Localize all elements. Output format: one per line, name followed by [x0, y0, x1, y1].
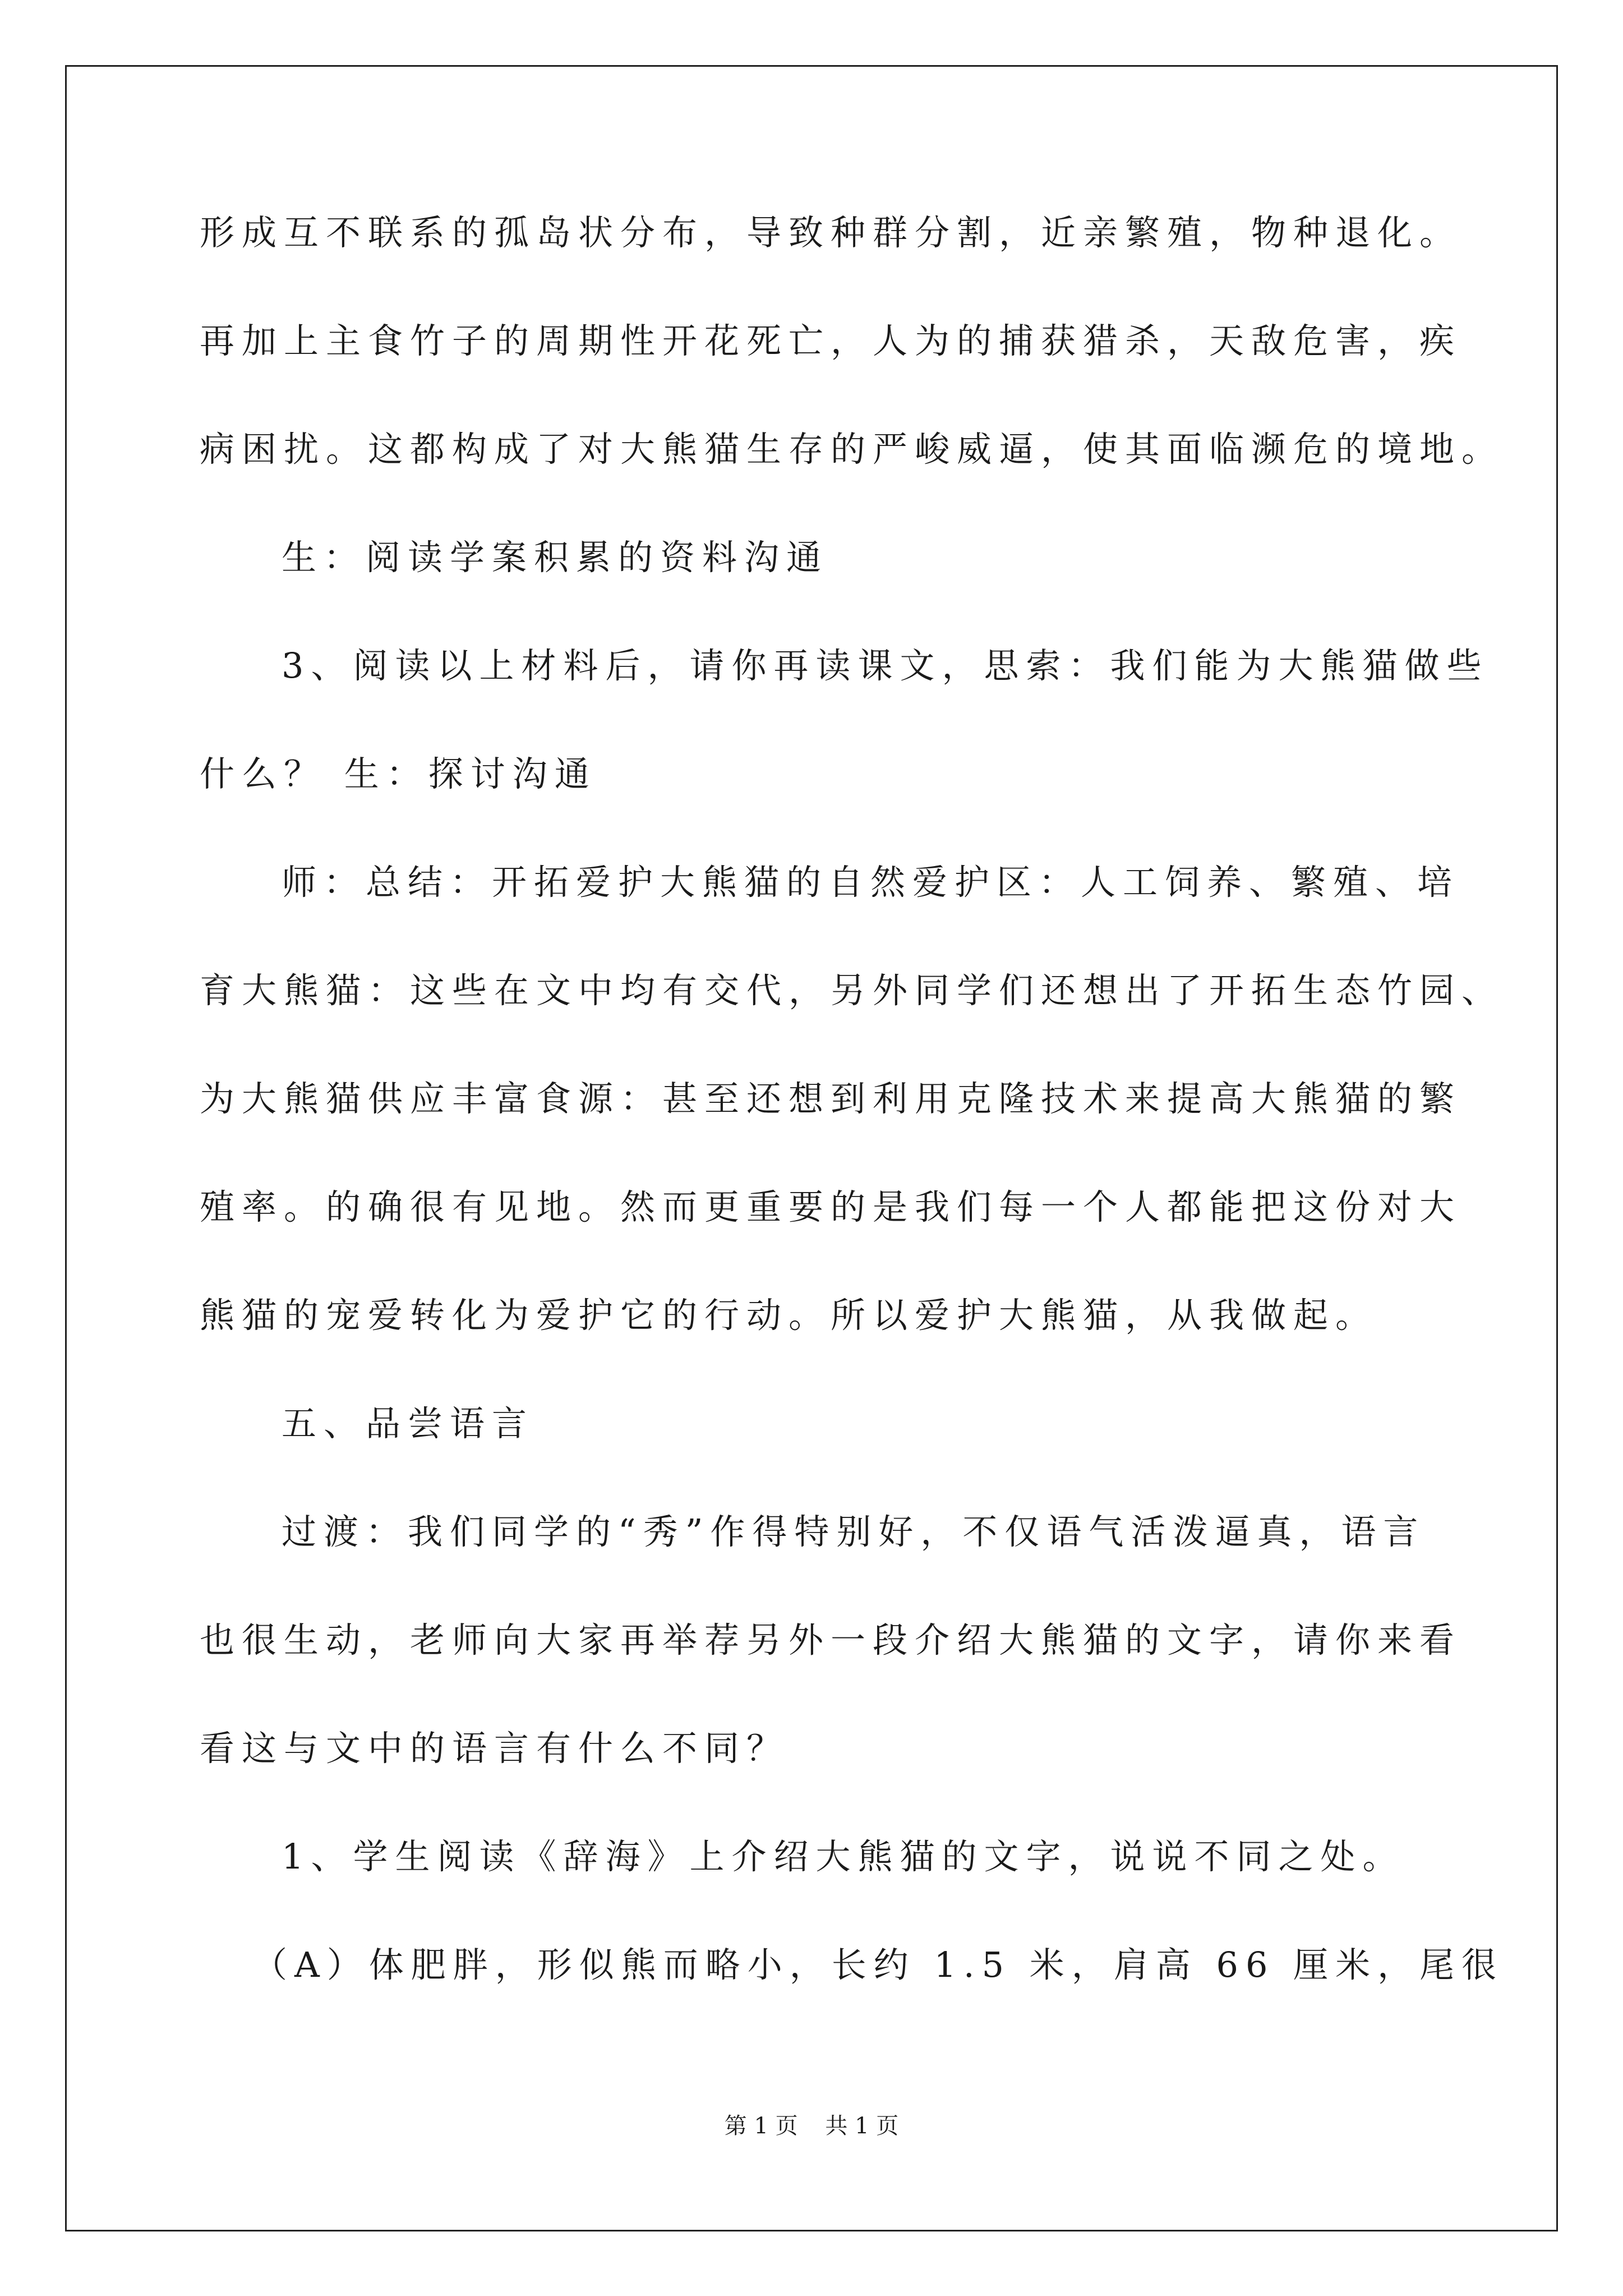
text-line-16: 1、学生阅读《辞海》上介绍大熊猫的文字，说说不同之处。	[282, 1836, 1405, 1877]
text-line-9: 为大熊猫供应丰富食源：甚至还想到利用克隆技术来提高大熊猫的繁	[200, 1078, 1462, 1119]
text-line-3: 病困扰。这都构成了对大熊猫生存的严峻威逼，使其面临濒危的境地。	[200, 429, 1504, 470]
text-line-2: 再加上主食竹子的周期性开花死亡，人为的捕获猎杀，天敌危害，疾	[200, 320, 1462, 361]
text-line-7: 师：总结：开拓爱护大熊猫的自然爱护区：人工饲养、繁殖、培	[282, 862, 1460, 903]
text-line-11: 熊猫的宠爱转化为爱护它的行动。所以爱护大熊猫，从我做起。	[200, 1295, 1378, 1336]
section-heading: 五、品尝语言	[282, 1403, 534, 1444]
page-total: 共 1 页	[825, 2113, 899, 2139]
page-number: 第 1 页	[724, 2113, 798, 2139]
text-line-4: 生：阅读学案积累的资料沟通	[282, 537, 829, 578]
text-line-14: 也很生动，老师向大家再举荐另外一段介绍大熊猫的文字，请你来看	[200, 1619, 1462, 1660]
text-line-5: 3、阅读以上材料后，请你再读课文，思索：我们能为大熊猫做些	[282, 645, 1489, 686]
text-line-10: 殖率。的确很有见地。然而更重要的是我们每一个人都能把这份对大	[200, 1186, 1462, 1227]
text-line-6: 什么？ 生：探讨沟通	[200, 753, 597, 794]
text-line-1: 形成互不联系的孤岛状分布，导致种群分割，近亲繁殖，物种退化。	[200, 212, 1462, 253]
page-footer	[0, 2112, 1623, 2140]
text-line-17: （A）体肥胖，形似熊而略小，长约 1.5 米，肩高 66 厘米，尾很	[252, 1944, 1504, 1985]
text-line-13: 过渡：我们同学的“秀”作得特别好，不仅语气活泼逼真，语言	[282, 1511, 1426, 1552]
text-line-8: 育大熊猫：这些在文中均有交代，另外同学们还想出了开拓生态竹园、	[200, 970, 1504, 1011]
text-line-15: 看这与文中的语言有什么不同？	[200, 1728, 789, 1769]
page-frame	[65, 65, 1558, 2231]
